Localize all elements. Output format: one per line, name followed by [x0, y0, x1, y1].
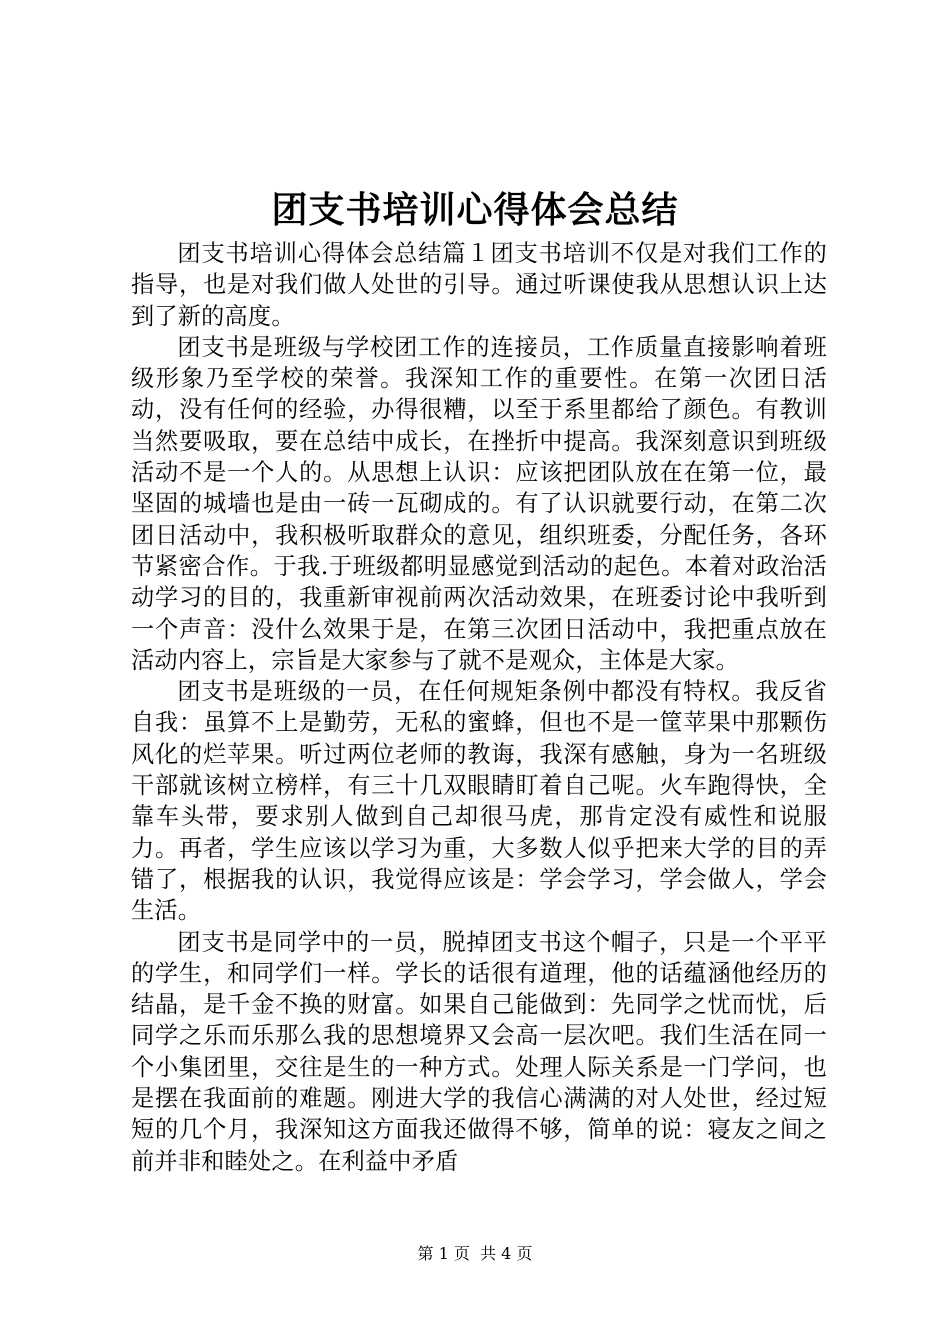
paragraph-4: 团支书是同学中的一员，脱掉团支书这个帽子，只是一个平平的学生，和同学们一样。学长的话很有道理，他的话蕴涵他经历的结晶，是千金不换的财富。如果自己能做到：先同学之忧而忧，后同学之乐而乐那么我的思想境界又会高一层次吧。我们生活在同一个小集团里，交往是生的一种方式。处理人际关系是一门学问，也是摆在我面前的难题。刚进大学的我信心满满的对人处世，经过短短的几个月，我深知这方面我还做得不够，简单的说：寝友之间之前并非和睦处之。在利益中矛盾 — [131, 928, 827, 1175]
paragraph-2: 团支书是班级与学校团工作的连接员，工作质量直接影响着班级形象乃至学校的荣誉。我深知工作的重要性。在第一次团日活动，没有任何的经验，办得很糟，以至于系里都给了颜色。有教训当然要吸取，要在总结中成长，在挫折中提高。我深刻意识到班级活动不是一个人的。从思想上认识：应该把团队放在在第一位，最坚固的城墙也是由一砖一瓦砌成的。有了认识就要行动，在第二次团日活动中，我积极听取群众的意见，组织班委，分配任务，各环节紧密合作。于我.于班级都明显感觉到活动的起色。本着对政治活动学习的目的，我重新审视前两次活动效果，在班委讨论中我听到一个声音：没什么效果于是，在第三次团日活动中，我把重点放在活动内容上，宗旨是大家参与了就不是观众，主体是大家。 — [131, 333, 827, 674]
paragraph-1: 团支书培训心得体会总结篇１团支书培训不仅是对我们工作的指导，也是对我们做人处世的引导。通过听课使我从思想认识上达到了新的高度。 — [131, 240, 827, 330]
document-title: 团支书培训心得体会总结 — [271, 189, 679, 231]
paragraph-3: 团支书是班级的一员，在任何规矩条例中都没有特权。我反省自我：虽算不上是勤劳，无私的蜜蜂，但也不是一筐苹果中那颗伤风化的烂苹果。听过两位老师的教诲，我深有感触，身为一名班级干部就该树立榜样，有三十几双眼睛盯着自己呢。火车跑得快，全靠车头带，要求别人做到自己却很马虎，那肯定没有威性和说服力。再者，学生应该以学习为重，大多数人似乎把来大学的目的弄错了，根据我的认识，我觉得应该是：学会学习，学会做人，学会生活。 — [131, 678, 827, 925]
document-body — [131, 238, 827, 1177]
page-footer: 第 1 页 共 4 页 — [417, 1244, 533, 1263]
